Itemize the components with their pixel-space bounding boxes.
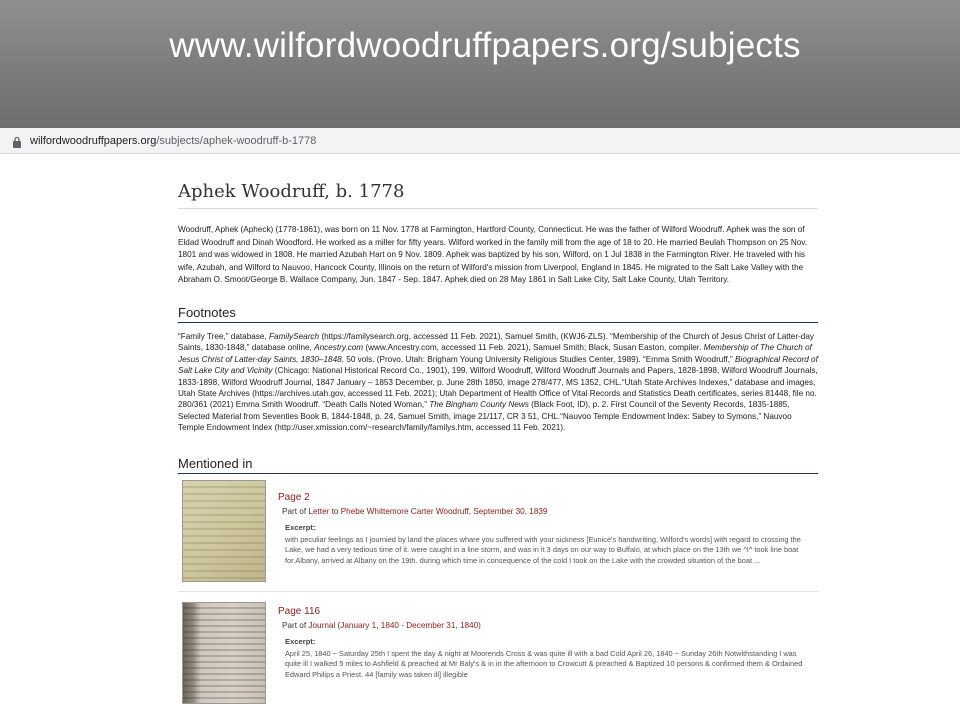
slide-title: www.wilfordwoodruffpapers.org/subjects xyxy=(169,26,801,65)
footnotes-heading: Footnotes xyxy=(178,305,818,323)
excerpt-text: April 25, 1840 ~ Saturday 25th I spent the day & night at Moorends Cross & was quite ill with a bad Cold April 26, 1840 ~ Sunday 26th Notwithstanding I was quite ill I walked 5 miles to Ashfield & preached at Mr Baly's & in in the afternoon to Crowcutt & preached & Baptized 10 persons & confirmed them & Ordained Edward Philips a Priest. 44 [family was taken ill] illegible xyxy=(285,648,803,679)
document-thumbnail[interactable] xyxy=(182,602,266,704)
mention-item xyxy=(178,592,818,692)
excerpt-label: Excerpt: xyxy=(285,636,316,646)
document-thumbnail[interactable] xyxy=(182,480,266,582)
mentioned-in-heading: Mentioned in xyxy=(178,456,818,474)
mention-part: Part of Letter to Phebe Whittemore Carter Woodruff, September 30, 1839 xyxy=(282,506,548,516)
page-title: Aphek Woodruff, b. 1778 xyxy=(178,181,818,209)
excerpt-label: Excerpt: xyxy=(285,522,316,532)
footnotes-text: “Family Tree,” database, FamilySearch (https://familysearch.org, accessed 11 Feb. 2021), Samuel Smith, (KWJ6-ZLS). “Membership of the Church of Jesus Christ of Latter-day Saints, 1830-1848,” database online, Ancestry.com (www.Ancestry.com, accessed 11 Feb. 2021), Samuel Smith; Black, Susan Easton, compiler. Membership of The Church of Jesus Christ of Latter-day Saints, 1830–1848. 50 vols. (Provo, Utah: Brigham Young University Religious Studies Center, 1989). “Emma Smith Woodruff,” Biographical Record of Salt Lake City and Vicinity (Chicago: National Historical Record Co., 1901), 199. Wilford Woodruff, Wilford Woodruff Journals and Papers, 1828-1898, Wilford Woodruff Journals, 1833-1898, Wilford Woodruff Journal, 1847 January – 1853 December, p. June 28th 1850, image 278/477, MS 1352, CHL.“Utah State Archives Indexes,” database and images, Utah State Archives (https://archives.utah.gov, accessed 11 Feb. 2021); Utah Department of Health Office of Vital Records and Statistics Death certificates, series 81448, file no. 280/361 (2021) Emma Smith Woodruff. “Death Calls Noted Woman,” The Bingham County News (Black Foot, ID), p. 2. First Council of the Seventy Records, 1835-1885, Selected Material from Seventies Book B, 1844-1848, p. 24, Samuel Smith, image 21/117, CR 3 51, CHL.“Nauvoo Temple Endowment Index: Sabey to Symons,” Nauvoo Temple Endowment Index (http://user.xmission.com/~research/family/familys.htm, accessed 11 Feb. 2021). xyxy=(178,331,818,433)
document-link[interactable]: Letter to Phebe Whittemore Carter Woodruff, September 30, 1839 xyxy=(308,506,548,516)
url-text[interactable] xyxy=(30,135,316,147)
mention-body xyxy=(278,592,818,681)
mention-page-link[interactable]: Page 116 xyxy=(278,605,321,617)
slide-header xyxy=(0,0,960,128)
url-path: /subjects/aphek-woodruff-b-1778 xyxy=(156,134,317,147)
lock-icon[interactable] xyxy=(12,135,22,147)
page-content xyxy=(178,154,818,692)
excerpt-text: with peculiar feelings as I journied by land the places whare you suffered with your sickness [Eunice's handwriting, Wilford's words] with regard to crossing the Lake, we had a very tedious time of it. were caught in a line storm, and was in it 3 days on our way to Buffalo, at which place on the 13th we ^I^ took line boat for Albany, arrived at Albany on the 19th. during which time in consequence of the cold I took on the Lake with the crowded situation of the boat ... xyxy=(285,534,801,565)
address-bar[interactable] xyxy=(0,128,960,154)
biography-text: Woodruff, Aphek (Apheck) (1778-1861), was born on 11 Nov. 1778 at Farmington, Hartford County, Connecticut. He was the father of Wilford Woodruff. Aphek was the son of Eldad Woodruff and Dinah Woodford. He worked as a miller for fifty years. Wilford worked in the family mill from the age of 18 to 20. He married Beulah Thompson on 25 Nov. 1801 and was widowed in 1808. He married Azubah Hart on 9 Nov. 1809. Aphek was baptized by his son, Wilford, on 1 Jul 1838 in the Farmington River. He traveled with his wife, Azubah, and Wilford to Nauvoo, Hancock County, Illinois on the return of Wilford's mission from Liverpool, England in 1845. He migrated to the Salt Lake Valley with the Abraham O. Smoot/George B. Wallace Company, Jun. 1847 - Sep. 1847. Aphek died on 28 May 1861 in Salt Lake City, Salt Lake County, Utah Territory. xyxy=(178,225,808,285)
mention-body xyxy=(278,480,818,567)
url-host: wilfordwoodruffpapers.org xyxy=(30,134,157,147)
mention-page-link[interactable]: Page 2 xyxy=(278,491,310,503)
mention-part: Part of Journal (January 1, 1840 - December 31, 1840) xyxy=(282,620,481,630)
document-link[interactable]: Journal (January 1, 1840 - December 31, 1840) xyxy=(308,620,481,630)
mention-item xyxy=(178,480,818,592)
